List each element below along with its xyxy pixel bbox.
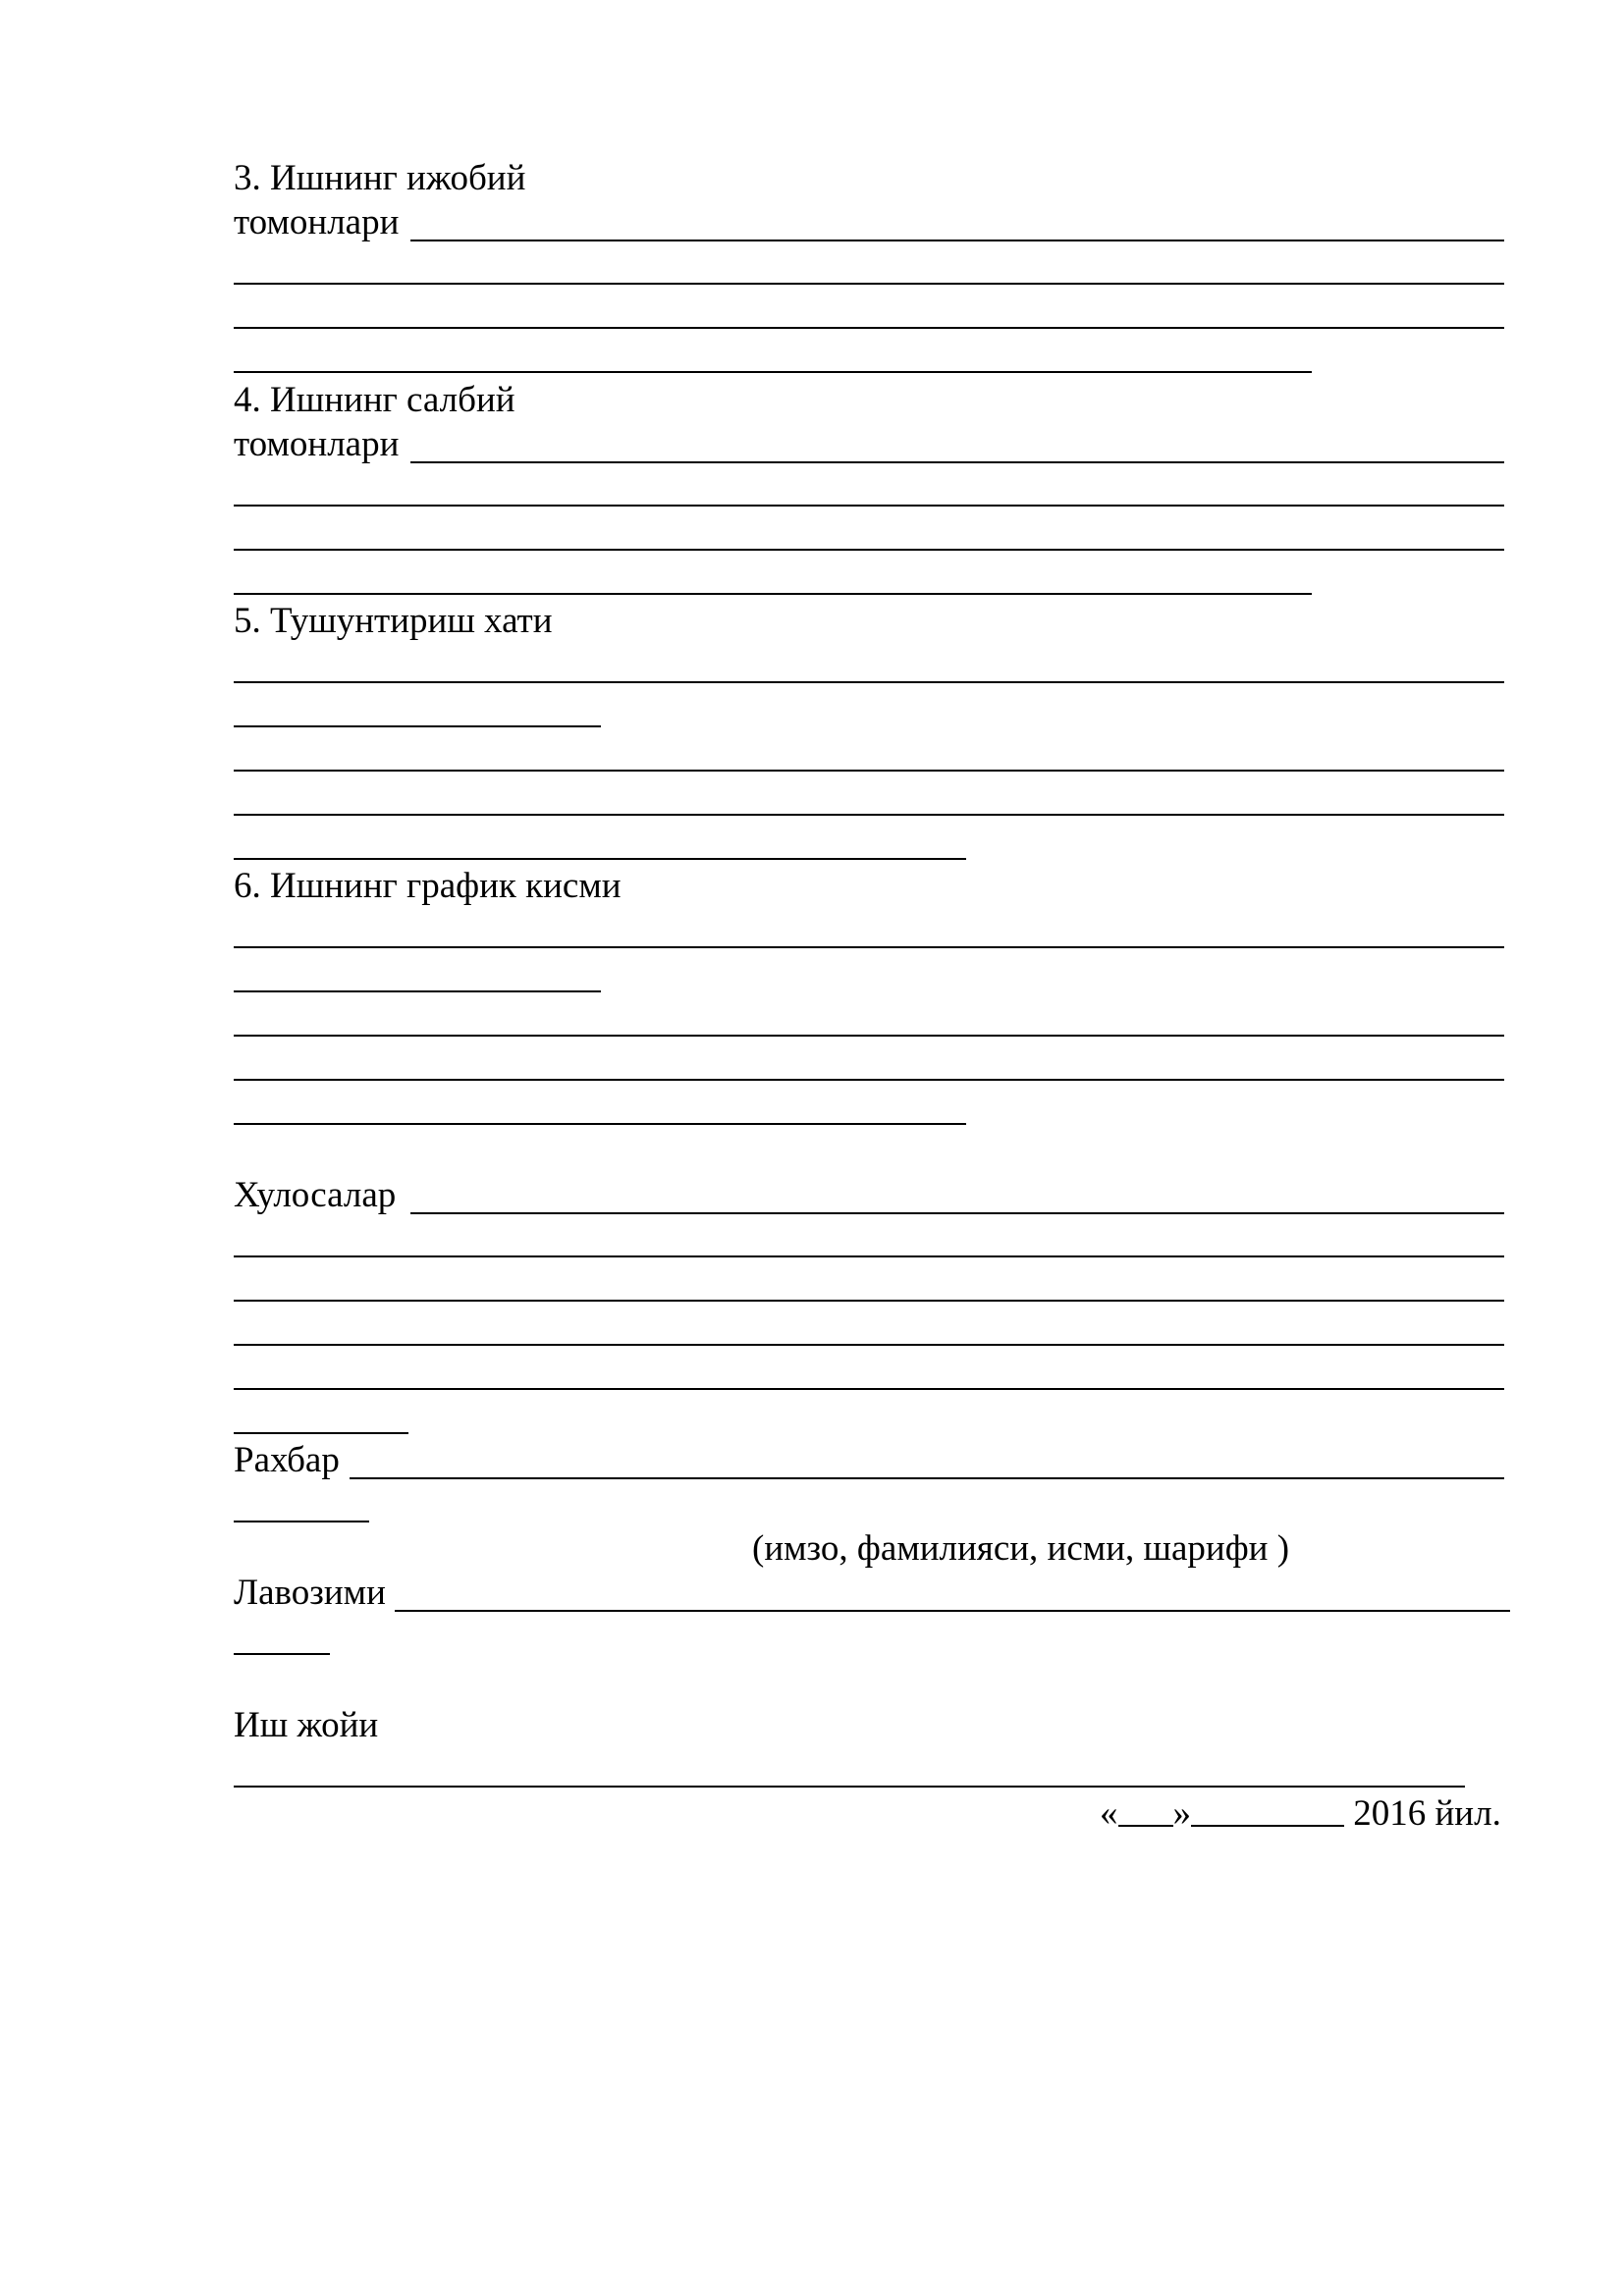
workplace-label: Иш жойи <box>234 1705 379 1745</box>
conclusions-blank-line[interactable] <box>234 1432 408 1434</box>
section-4-label: томонлари <box>234 424 400 464</box>
section-4-blank-line[interactable] <box>234 505 1504 507</box>
supervisor-signature-line[interactable] <box>350 1477 752 1479</box>
section-3-blank-line[interactable] <box>410 240 1504 241</box>
section-4-blank-line[interactable] <box>410 461 1504 463</box>
section-3-blank-line[interactable] <box>234 327 1504 329</box>
conclusions-blank-line[interactable] <box>234 1255 1504 1257</box>
section-5-blank-line[interactable] <box>234 858 966 860</box>
section-5-blank-line[interactable] <box>234 725 601 727</box>
section-5-title: 5. Тушунтириш хати <box>234 601 553 641</box>
section-5-blank-line[interactable] <box>234 814 1504 816</box>
section-6-blank-line[interactable] <box>234 946 1504 948</box>
date-open-quote: « <box>1100 1793 1118 1834</box>
date-year-text: 2016 йил. <box>1353 1793 1501 1834</box>
section-3-blank-line[interactable] <box>234 283 1504 285</box>
section-4-blank-line[interactable] <box>234 549 1504 551</box>
section-6-blank-line[interactable] <box>234 1123 966 1125</box>
section-6-blank-line[interactable] <box>234 1079 1504 1081</box>
position-label: Лавозими <box>234 1573 386 1613</box>
section-3-title: 3. Ишнинг ижобий <box>234 158 526 198</box>
position-blank-line[interactable] <box>395 1610 1510 1612</box>
date-day-blank[interactable] <box>1118 1825 1173 1827</box>
supervisor-label: Рахбар <box>234 1440 340 1480</box>
conclusions-blank-line[interactable] <box>234 1344 1504 1346</box>
section-6-title: 6. Ишнинг график кисми <box>234 866 622 906</box>
section-6-blank-line[interactable] <box>234 990 601 992</box>
position-blank-line[interactable] <box>234 1653 330 1655</box>
section-5-blank-line[interactable] <box>234 770 1504 772</box>
section-4-blank-line[interactable] <box>234 593 1312 595</box>
conclusions-label: Хулосалар <box>234 1175 397 1215</box>
section-3-label: томонлари <box>234 202 400 242</box>
section-6-blank-line[interactable] <box>234 1035 1504 1037</box>
section-5-blank-line[interactable] <box>234 681 1504 683</box>
supervisor-blank-line[interactable] <box>234 1521 369 1522</box>
supervisor-name-line[interactable] <box>752 1477 1504 1479</box>
workplace-blank-line[interactable] <box>234 1786 1465 1788</box>
signature-caption: (имзо, фамилияси, исми, шарифи ) <box>752 1528 1290 1569</box>
date-close-quote: » <box>1172 1793 1191 1834</box>
date-month-blank[interactable] <box>1191 1825 1344 1827</box>
conclusions-blank-line[interactable] <box>234 1388 1504 1390</box>
section-4-title: 4. Ишнинг салбий <box>234 380 515 420</box>
section-3-blank-line[interactable] <box>234 371 1312 373</box>
conclusions-blank-line[interactable] <box>234 1300 1504 1302</box>
conclusions-blank-line[interactable] <box>410 1212 1504 1214</box>
date-line <box>1100 1795 1501 1832</box>
